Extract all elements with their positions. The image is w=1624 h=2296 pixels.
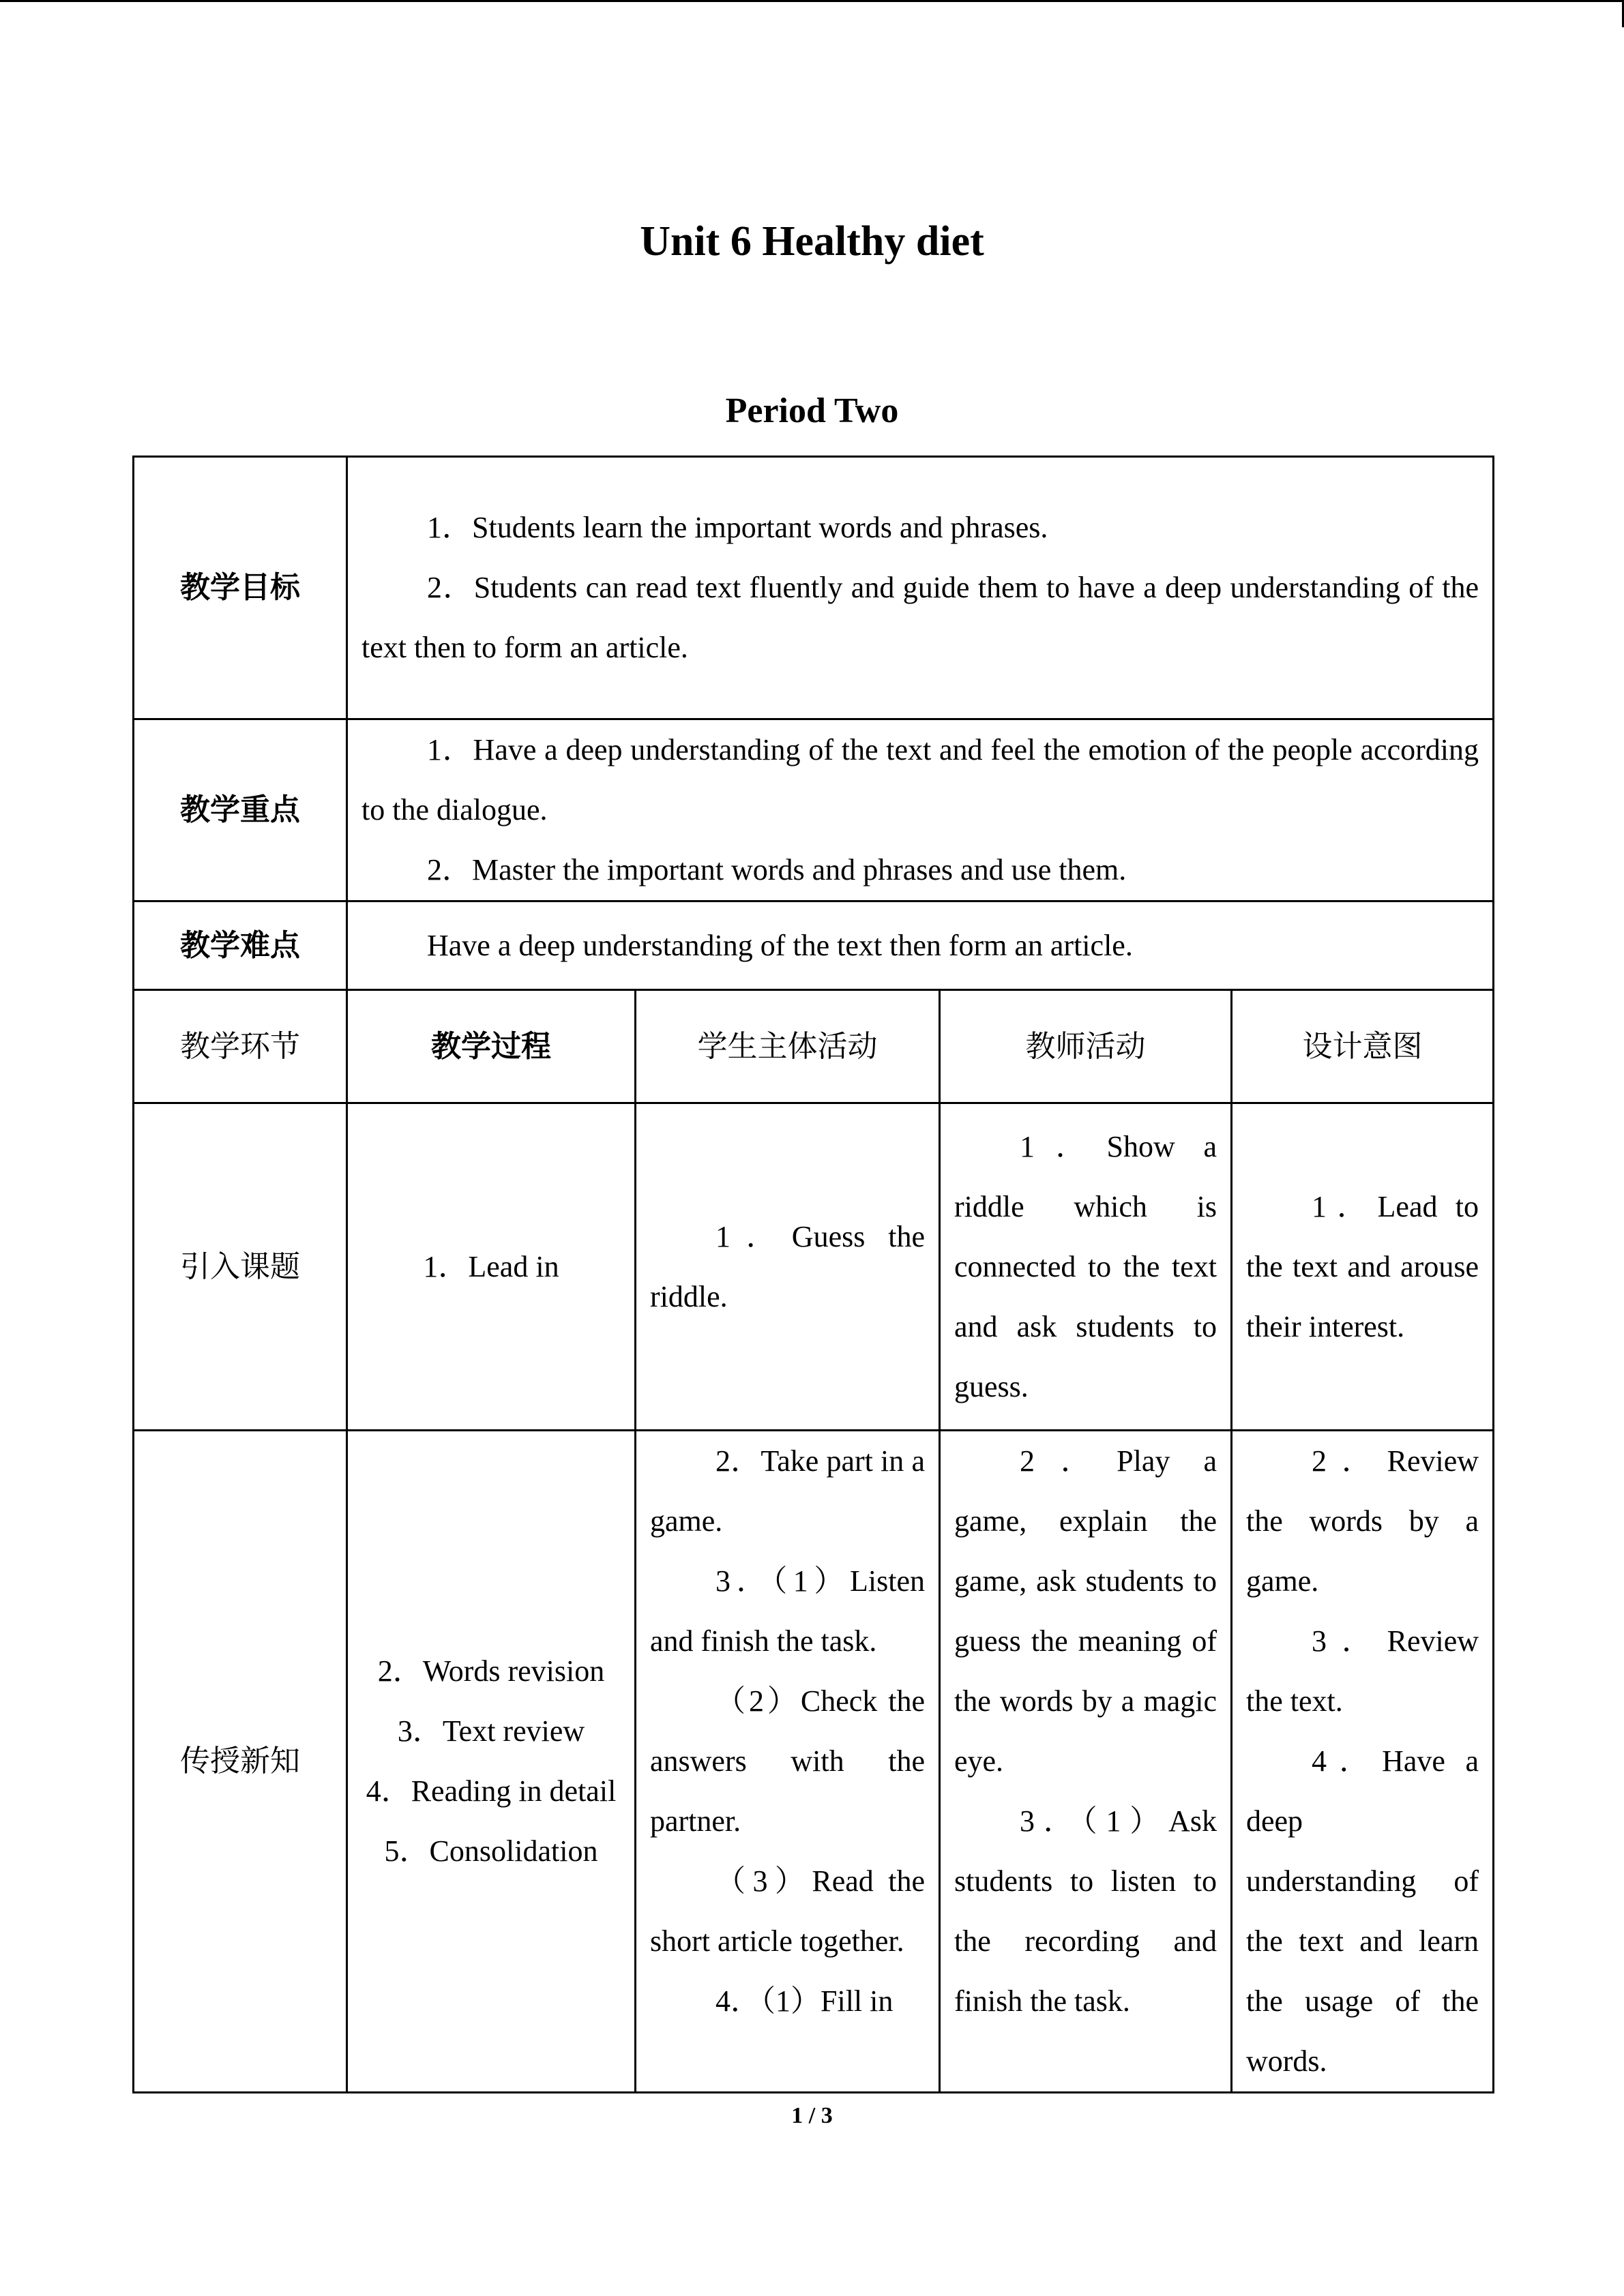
process-item: 2．Words revision: [377, 1654, 605, 1688]
difficulties-label: 教学难点: [134, 901, 347, 990]
key-points-row: [134, 719, 1494, 901]
header-student: 学生主体活动: [636, 990, 940, 1103]
process-cell: [347, 1431, 636, 2093]
difficulty-text: Have a deep understanding of the text then form an article.: [427, 928, 1133, 962]
stage-cell: 传授新知: [134, 1431, 347, 2093]
header-teacher: 教师活动: [940, 990, 1232, 1103]
key-point-item: 1．Have a deep understanding of the text and feel the emotion of the people according to the dialogue.: [361, 733, 1479, 826]
key-points-label: 教学重点: [134, 719, 347, 901]
difficulties-content: [347, 901, 1494, 990]
period-subtitle: Period Two: [725, 391, 899, 430]
header-row: [134, 990, 1494, 1103]
student-item: （2）Check the answers with the partner.: [650, 1684, 925, 1838]
teacher-cell: [940, 1103, 1232, 1431]
process-item: 5．Consolidation: [384, 1834, 598, 1868]
objective-item: 2．Students can read text fluently and guide them to have a deep understanding of the text then to form an article.: [361, 571, 1479, 664]
teacher-item: 2．Play a game, explain the game, ask students to guess the meaning of the words by a magic eye.: [954, 1444, 1217, 1778]
design-cell: [1232, 1431, 1494, 2093]
new-knowledge-row: [134, 1431, 1494, 2093]
design-item: 1．Lead to the text and arouse their interest.: [1246, 1189, 1479, 1343]
lead-in-row: [134, 1103, 1494, 1431]
header-process: 教学过程: [347, 990, 636, 1103]
design-cell: [1232, 1103, 1494, 1431]
teacher-item: 1．Show a riddle which is connected to the text and ask students to guess.: [954, 1129, 1217, 1403]
process-item: 3．Text review: [397, 1714, 585, 1748]
objectives-label: 教学目标: [134, 457, 347, 719]
stage-cell: 引入课题: [134, 1103, 347, 1431]
design-item: 2．Review the words by a game.: [1246, 1444, 1479, 1598]
header-stage: 教学环节: [134, 990, 347, 1103]
teacher-item: 3．（1）Ask students to listen to the recording and finish the task.: [954, 1804, 1217, 2018]
page-top-border: [0, 0, 1624, 2]
key-points-content: [347, 719, 1494, 901]
student-item: （3）Read the short article together.: [650, 1864, 925, 1958]
process-cell: [347, 1103, 636, 1431]
student-cell: [636, 1431, 940, 2093]
student-item: 2．Take part in a game.: [650, 1444, 925, 1538]
student-item: 3．（1）Listen and finish the task.: [650, 1564, 925, 1658]
design-item: 4．Have a deep understanding of the text and learn the usage of the words.: [1246, 1744, 1479, 2078]
objectives-content: [347, 457, 1494, 719]
student-cell: [636, 1103, 940, 1431]
key-point-item: 2．Master the important words and phrases and use them.: [427, 853, 1127, 886]
student-item: 1．Guess the riddle.: [650, 1219, 925, 1313]
process-item: 4．Reading in detail: [366, 1774, 617, 1808]
lesson-plan-table: [132, 456, 1494, 2093]
difficulties-row: [134, 901, 1494, 990]
teacher-cell: [940, 1431, 1232, 2093]
page-number: 1 / 3: [791, 2103, 833, 2128]
header-design: 设计意图: [1232, 990, 1494, 1103]
objectives-row: [134, 457, 1494, 719]
student-item: 4．（1）Fill in: [715, 1984, 894, 2018]
design-item: 3．Review the text.: [1246, 1624, 1479, 1718]
document-title: Unit 6 Healthy diet: [640, 218, 984, 265]
process-item: 1．Lead in: [423, 1249, 559, 1283]
objective-item: 1．Students learn the important words and phrases.: [427, 511, 1048, 544]
